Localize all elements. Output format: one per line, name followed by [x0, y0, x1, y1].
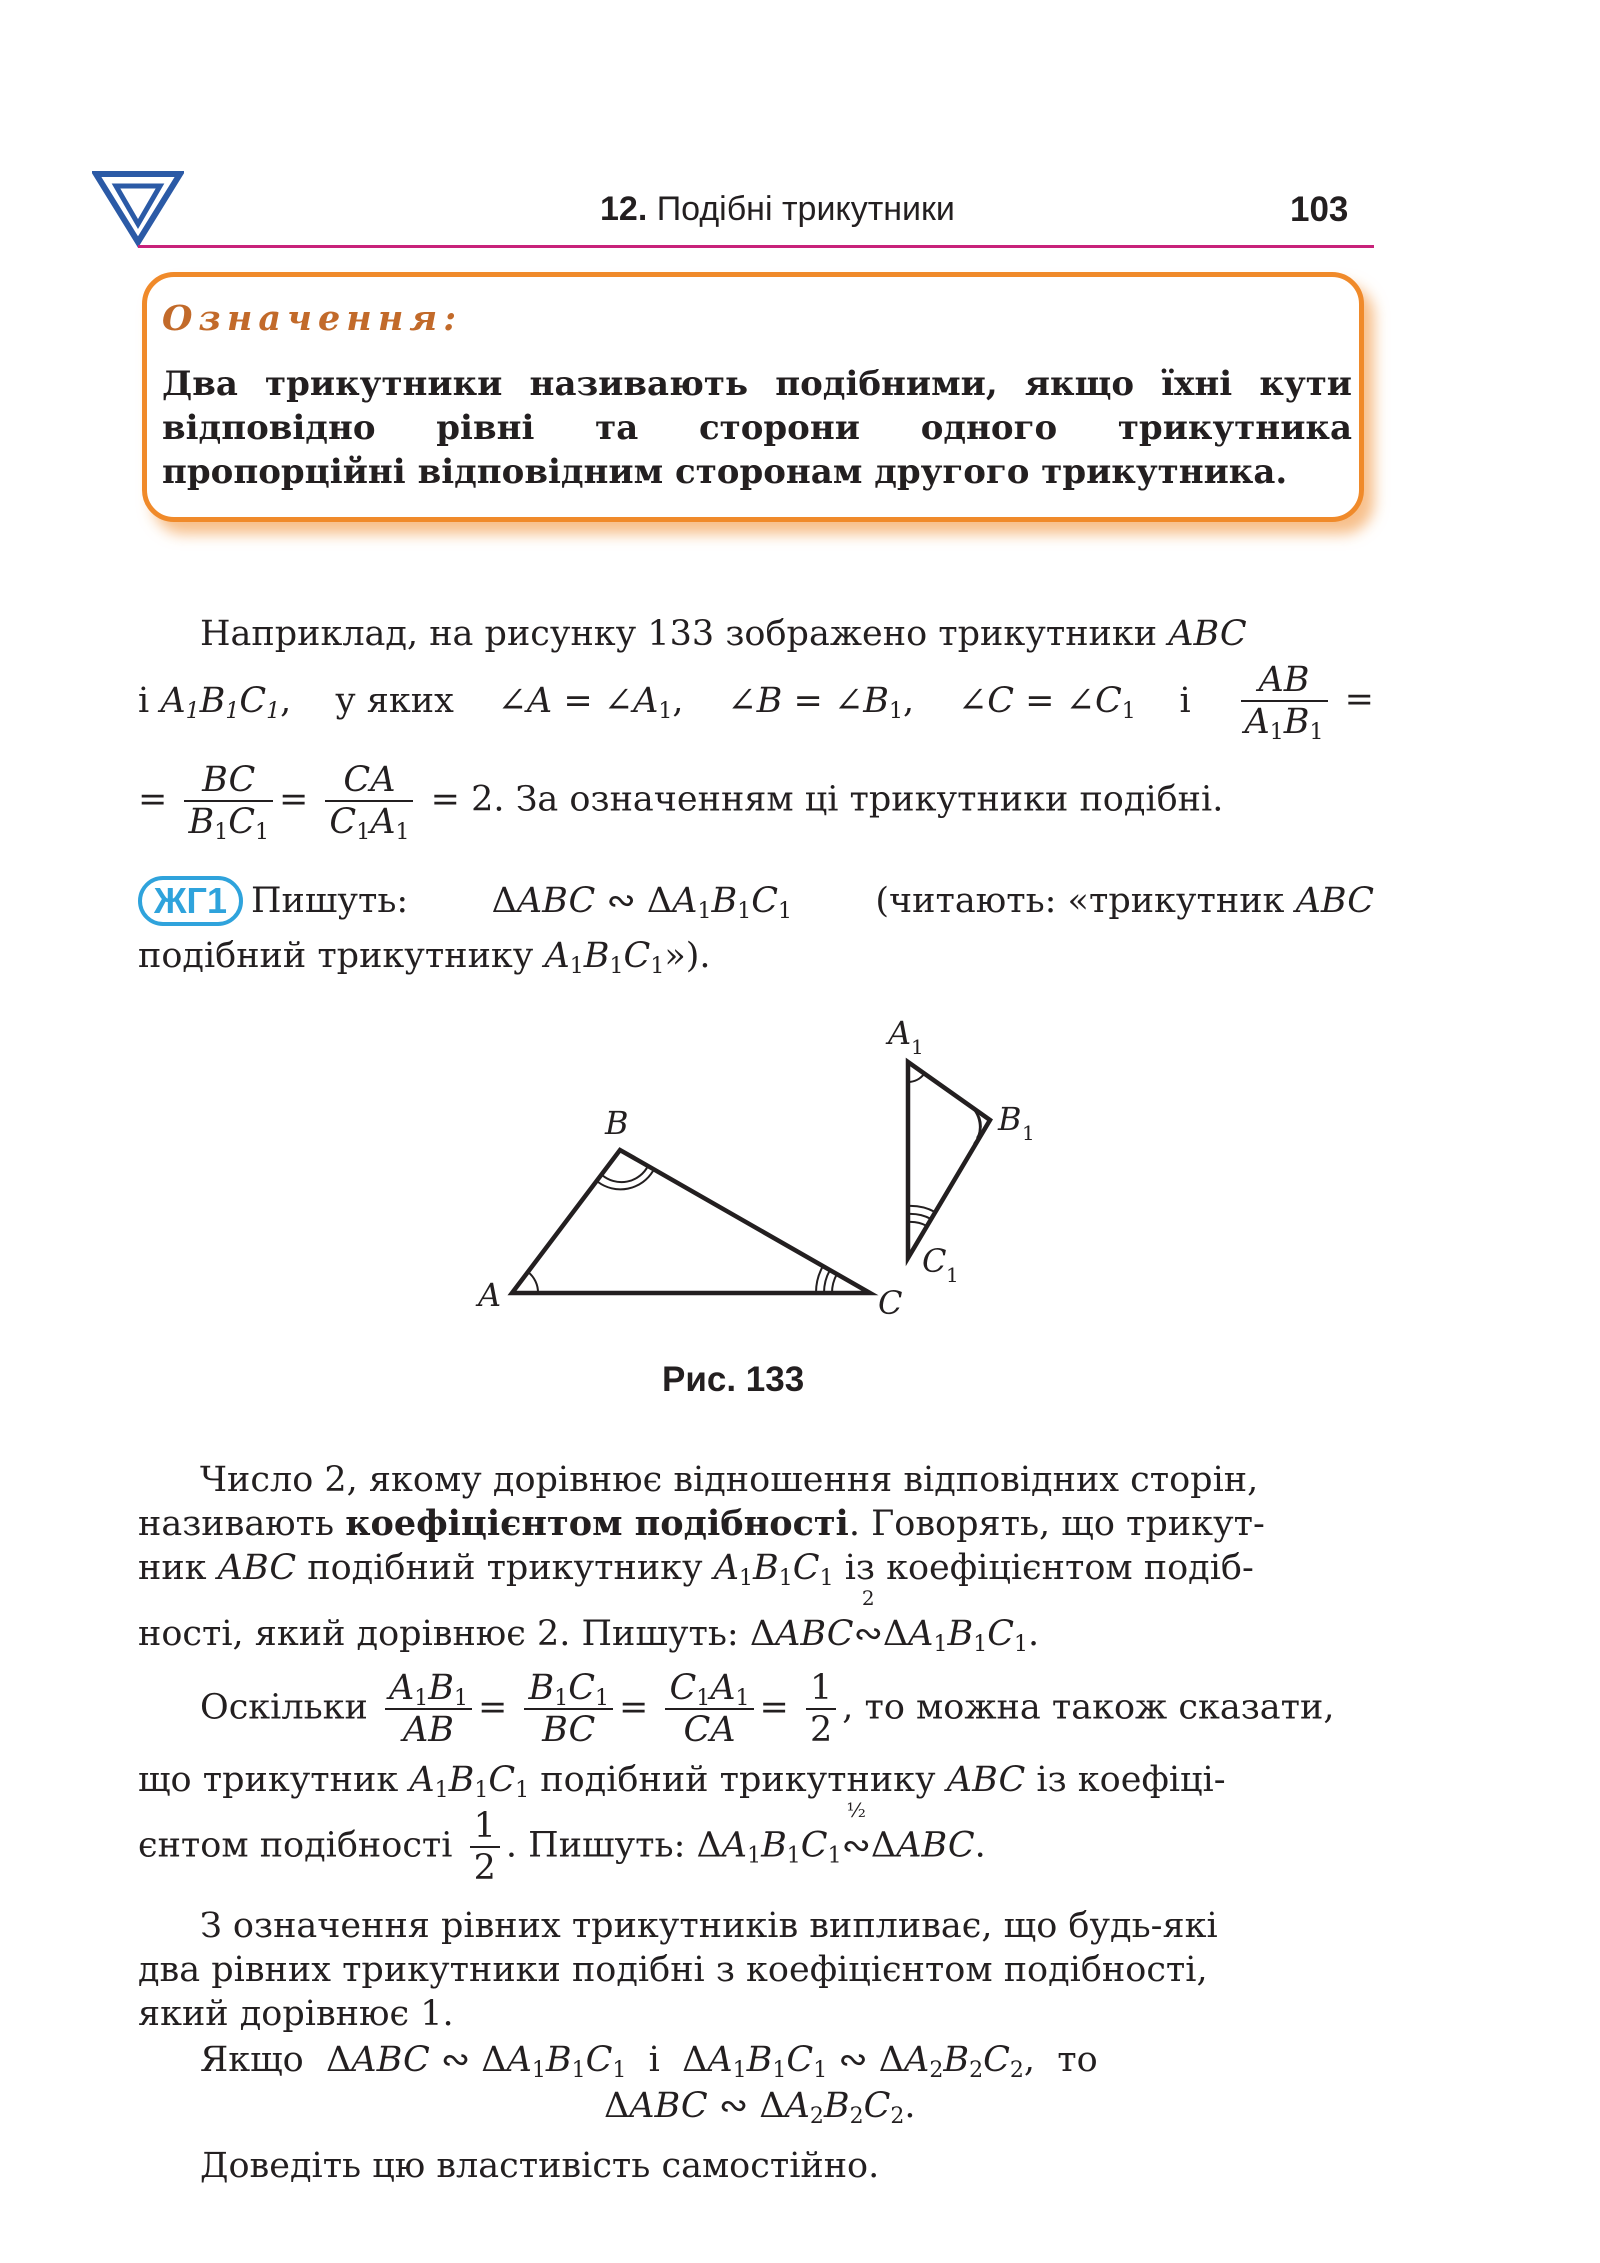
- label-c1: C: [922, 1242, 947, 1280]
- label-a1: A: [888, 1014, 912, 1052]
- coef-line-7: єнтом подібності $\frac{1}{2}$ . Пишуть: $\Delta A_1B_1C_1$ ½ ∾ΔABC.: [138, 1797, 986, 1888]
- label-c: C: [878, 1284, 903, 1322]
- page-number: 103: [1290, 190, 1349, 229]
- label-a: A: [478, 1276, 502, 1314]
- jg1-badge: ЖГ1: [138, 876, 243, 926]
- label-b1: B: [998, 1100, 1022, 1138]
- label-c1-sub: 1: [946, 1263, 959, 1287]
- label-b: B: [605, 1104, 629, 1142]
- figure-caption: Рис. 133: [662, 1360, 805, 1399]
- definition-text: Два трикутники називають подібними, якщо їхні кути відповідно рівні та сторони одного трикутника пропорційні відповідним сторонам другого трикутника.: [162, 364, 1352, 492]
- coef-line-5: Оскільки $\frac{A_1B_1}{AB}$ = $\frac{B_1C_1}{BC}$ = $\frac{C_1A_1}{CA}$ = $\frac{1}{2}$ , то можна також сказати,: [200, 1668, 1335, 1750]
- coef-line-1: Число 2, якому дорівнює відношення відповідних сторін,: [200, 1460, 1259, 1500]
- triangle-logo-icon: [92, 168, 184, 248]
- equal-line-3: який дорівнює 1.: [138, 1994, 454, 2034]
- coef-line-4: ності, який дорівнює 2. Пишуть: ΔABC 2 $∾\Delta A_1B_1C_1$.: [138, 1586, 1040, 1657]
- equal-line-1: З означення рівних трикутників випливає, що будь-які: [200, 1906, 1218, 1946]
- notation-line-1: ЖГ1 Пишуть: ΔABC ∾ $\Delta A_1B_1C_1$ (читають: «трикутник ABC: [138, 876, 1374, 926]
- notation-line-2: подібний трикутнику $A_1B_1C_1$»).: [138, 936, 711, 979]
- header-rule: [138, 245, 1374, 248]
- label-a1-sub: 1: [911, 1035, 924, 1059]
- label-b1-sub: 1: [1022, 1121, 1035, 1145]
- equal-line-6: Доведіть цю властивість самостійно.: [200, 2146, 880, 2186]
- coef-line-3: ник ABC подібний трикутнику $A_1B_1C_1$ із коефіцієнтом подіб-: [138, 1548, 1254, 1591]
- chapter-title: 12. Подібні трикутники: [600, 190, 955, 228]
- example-line-3: = $\frac{BC}{B_1C_1}$ = $\frac{CA}{C_1A_1}$ = 2. За означенням ці трикутники подібні.: [138, 760, 1224, 845]
- coef-line-2: називають коефіцієнтом подібності. Говорять, що трикут-: [138, 1503, 1265, 1544]
- coef-line-6: що трикутник $A_1B_1C_1$ подібний трикутнику ABC із коефіці-: [138, 1760, 1226, 1803]
- definition-title: Означення:: [162, 298, 463, 339]
- triangle-abc: [512, 1150, 870, 1293]
- equal-line-4: Якщо ΔABC ∾ $\Delta A_1B_1C_1$ і $\Delta A_1B_1C_1$ ∾ $\Delta A_2B_2C_2$, то: [200, 2040, 1098, 2083]
- example-line-1: Наприклад, на рисунку 133 зображено трикутники ABC: [200, 614, 1247, 654]
- triangle-a1b1c1: [908, 1062, 990, 1258]
- figure-133: [460, 1000, 1080, 1330]
- example-line-2: і $A_1B_1C_1$, у яких ∠A = $\angle A_1$, ∠B = $\angle B_1$, ∠C = $\angle C_1$ і $\frac{AB}{A_1B_1}$ =: [138, 660, 1374, 745]
- equal-line-2: два рівних трикутники подібні з коефіцієнтом подібності,: [138, 1950, 1208, 1990]
- equal-line-5: ΔABC ∾ $\Delta A_2B_2C_2$.: [604, 2086, 916, 2129]
